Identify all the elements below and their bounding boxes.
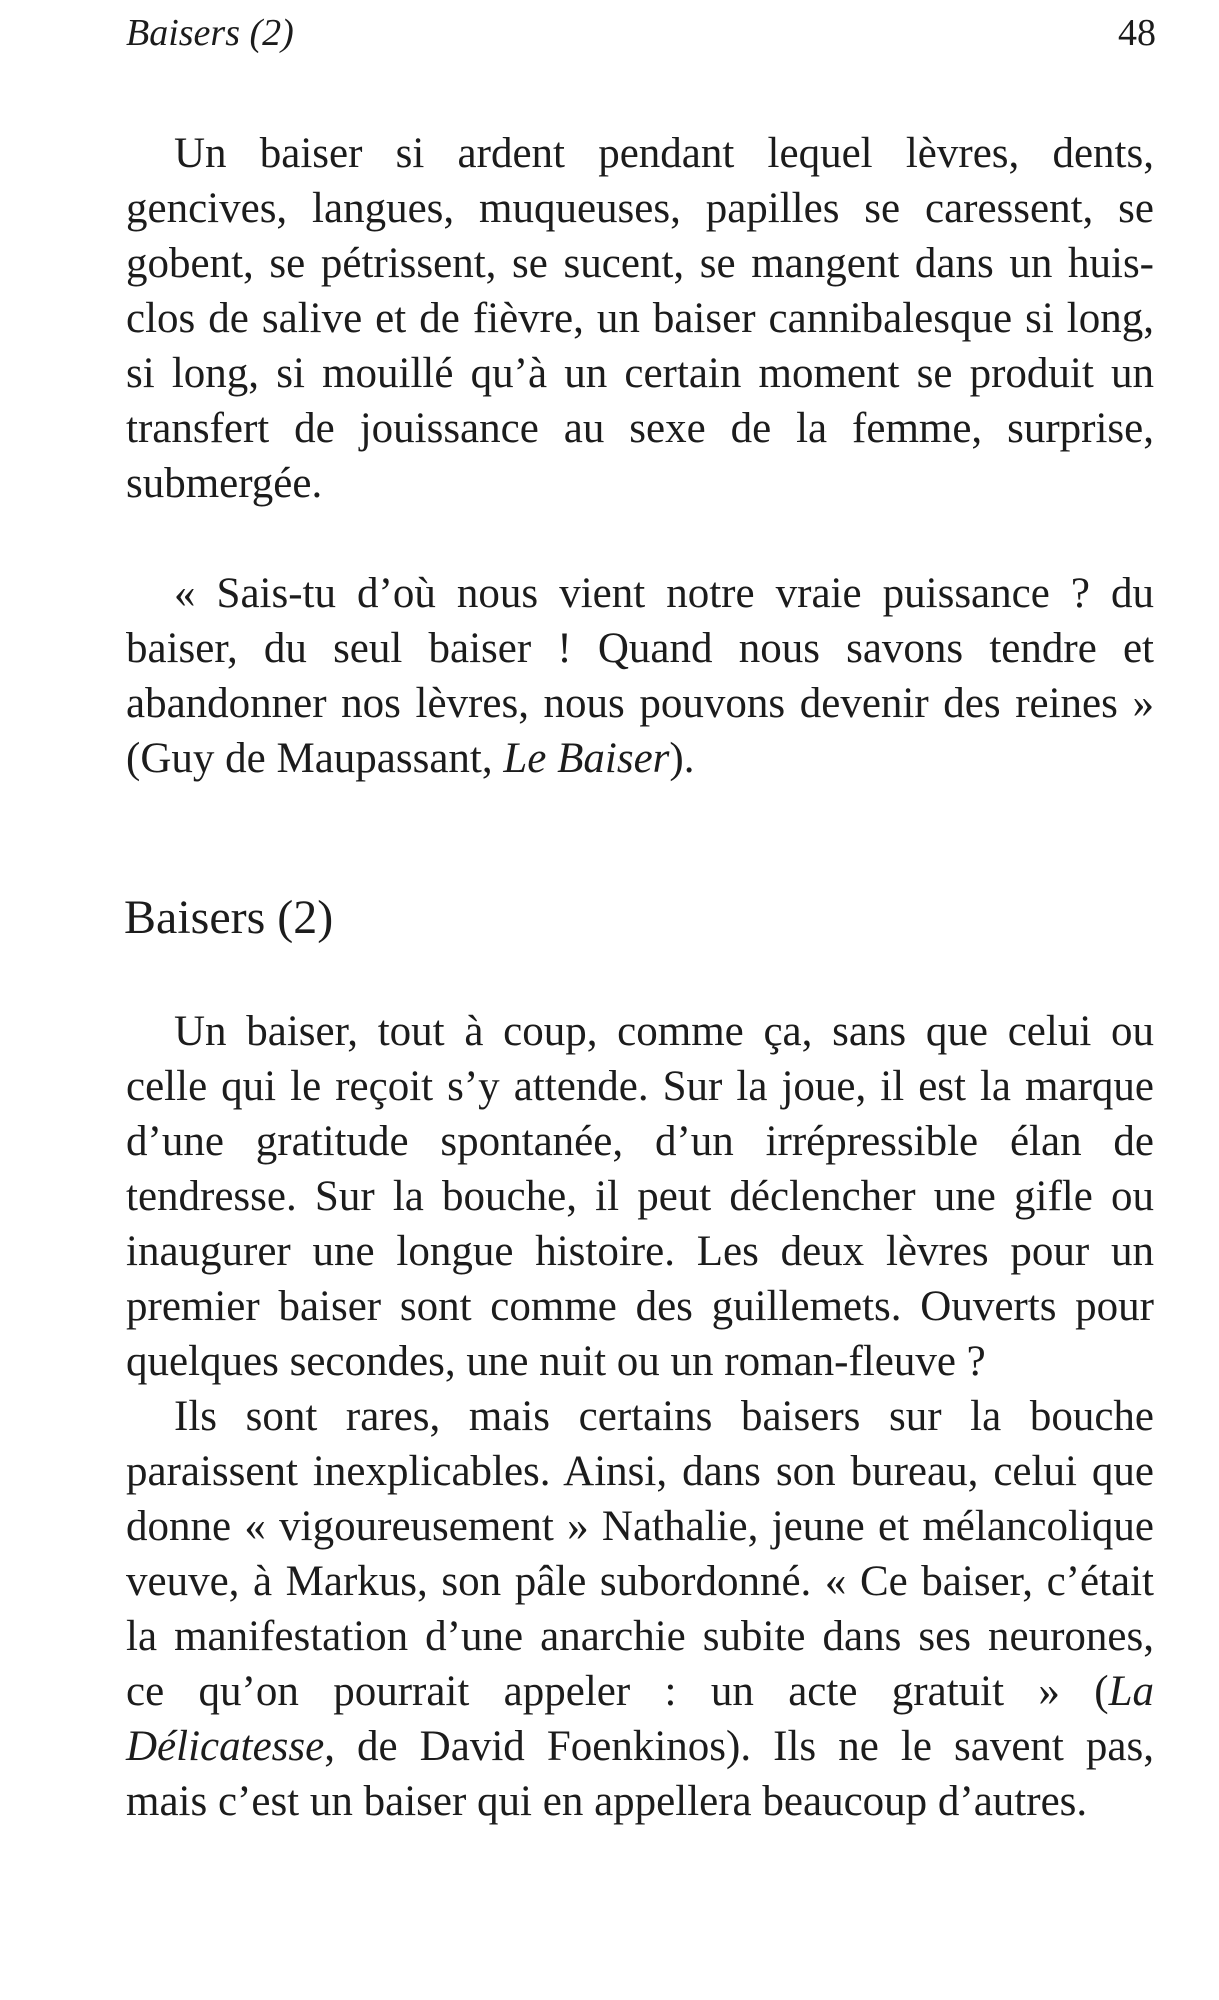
section-body (126, 1004, 1154, 1829)
paragraph-closing: , de David Foenkinos). Ils ne le savent pas, mais c’est un baiser qui en appellera beaucoup d’autres. (126, 1723, 1154, 1825)
quote-paragraph (126, 566, 1154, 786)
section-paragraph-1: Un baiser, tout à coup, comme ça, sans que celui ou celle qui le reçoit s’y attende. Sur la joue, il est la marque d’une gratitude spontanée, d’un irrépressible élan de tendresse. Sur la bouche, il peut déclencher une gifle ou inaugurer une longue histoire. Les deux lèvres pour un premier baiser sont comme des guillemets. Ouverts pour quelques secondes, une nuit ou un roman-fleuve ? (126, 1008, 1154, 1385)
quote-closing: ). (669, 735, 695, 782)
kiss-paragraph (126, 126, 1154, 511)
section-heading: Baisers (2) (124, 891, 334, 944)
running-title: Baisers (2) (126, 12, 294, 54)
running-head (126, 8, 1156, 58)
paragraph-text: Un baiser si ardent pendant lequel lèvres, dents, gencives, langues, muqueuses, papilles se caressent, se gobent, se pétrissent, se sucent, se mangent dans un huis-clos de salive et de fièvre, un baiser cannibalesque si long, si long, si mouillé qu’à un certain moment se produit un transfert de jouissance au sexe de la femme, surprise, submergée. (126, 130, 1154, 507)
quote-text: « Sais-tu d’où nous vient notre vraie puissance ? du baiser, du seul baiser ! Quand nous savons tendre et abandonner nos lèvres, nous pouvons devenir des reines » (Guy de Maupassant, (126, 570, 1154, 782)
maupassant-quote (126, 566, 1154, 786)
quote-book-title: Le Baiser (503, 735, 670, 782)
paragraph-text: Ils sont rares, mais certains baisers sur la bouche paraissent inexplicables. Ainsi, dans son bureau, celui que donne « vigoureusement » Nathalie, jeune et mélancolique veuve, à Markus, son pâle subordonné. « Ce baiser, c’était la manifestation d’une anarchie subite dans ses neurones, ce qu’on pourrait appeler : un acte gratuit » ( (126, 1393, 1154, 1715)
quote-book-title: La Délicatesse (126, 1668, 1154, 1770)
page-number: 48 (1118, 12, 1156, 54)
section-paragraph-2 (126, 1389, 1154, 1829)
